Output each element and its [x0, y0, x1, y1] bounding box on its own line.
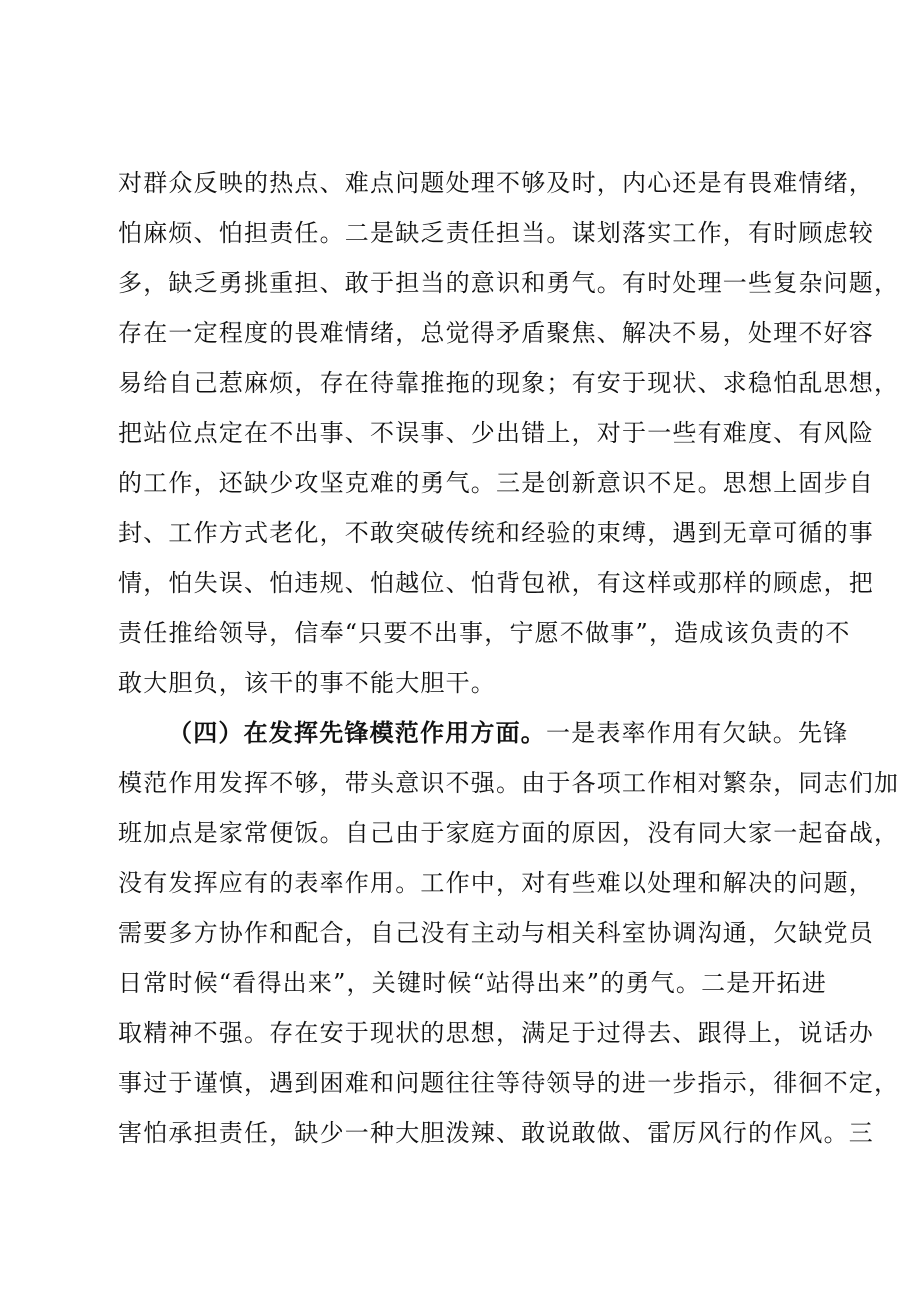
- section-four-first-line: [168, 713, 849, 753]
- text-line: 没有发挥应有的表率作用。工作中，对有些难以处理和解决的问题，: [118, 869, 874, 897]
- text-line: 封、工作方式老化，不敢突破传统和经验的束缚，遇到无章可循的事: [118, 519, 874, 547]
- text-line: 责任推给领导，信奉“只要不出事，宁愿不做事”，造成该负责的不: [118, 619, 851, 647]
- text-line: 取精神不强。存在安于现状的思想，满足于过得去、跟得上，说话办: [118, 1019, 874, 1047]
- text-line: 多，缺乏勇挑重担、敢于担当的意识和勇气。有时处理一些复杂问题，: [118, 269, 900, 297]
- text-line: 日常时候“看得出来”，关键时候“站得出来”的勇气。二是开拓进: [118, 969, 828, 997]
- text-line: 情，怕失误、怕违规、怕越位、怕背包袱，有这样或那样的顾虑，把: [118, 569, 874, 597]
- text-line: 易给自己惹麻烦，存在待靠推拖的现象；有安于现状、求稳怕乱思想，: [118, 369, 900, 397]
- text-line: 模范作用发挥不够，带头意识不强。由于各项工作相对繁杂，同志们加: [118, 769, 900, 797]
- text-line: 怕麻烦、怕担责任。二是缺乏责任担当。谋划落实工作，有时顾虑较: [118, 219, 874, 247]
- text-line: 班加点是家常便饭。自己由于家庭方面的原因，没有同大家一起奋战，: [118, 819, 900, 847]
- text-line: 需要多方协作和配合，自己没有主动与相关科室协调沟通，欠缺党员: [118, 919, 874, 947]
- text-line: 存在一定程度的畏难情绪，总觉得矛盾聚焦、解决不易，处理不好容: [118, 319, 874, 347]
- section-four-heading: （四）在发挥先锋模范作用方面。: [168, 718, 546, 747]
- text-line: 对群众反映的热点、难点问题处理不够及时，内心还是有畏难情绪，: [118, 169, 874, 197]
- text-line: 把站位点定在不出事、不误事、少出错上，对于一些有难度、有风险: [118, 419, 874, 447]
- text-line: 的工作，还缺少攻坚克难的勇气。三是创新意识不足。思想上固步自: [118, 469, 874, 497]
- text-line: 敢大胆负，该干的事不能大胆干。: [118, 669, 496, 697]
- text-line: 事过于谨慎，遇到困难和问题往往等待领导的进一步指示，徘徊不定，: [118, 1069, 900, 1097]
- text-line: 害怕承担责任，缺少一种大胆泼辣、敢说敢做、雷厉风行的作风。三: [118, 1119, 874, 1147]
- section-four-first-line-text: 一是表率作用有欠缺。先锋: [546, 719, 849, 747]
